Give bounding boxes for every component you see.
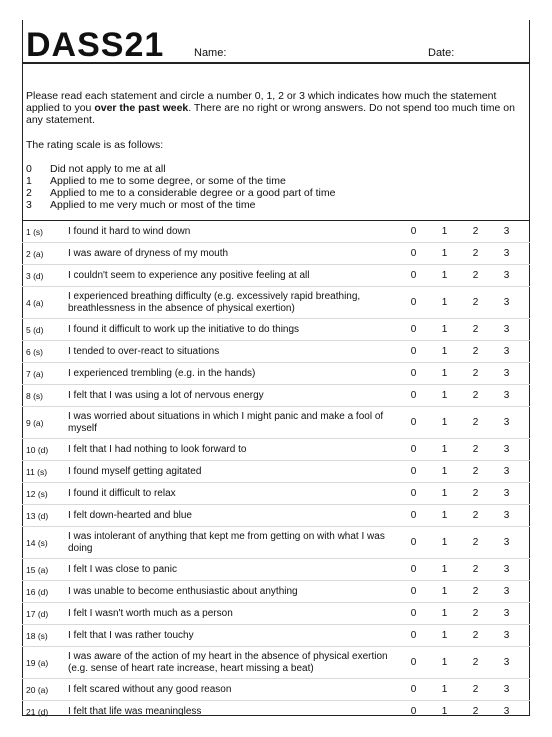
scale-number: 3 [26,199,32,211]
instructions [26,90,526,126]
rating-option-2[interactable]: 2 [472,444,479,455]
rating-option-2[interactable]: 2 [472,324,479,335]
rating-option-0[interactable]: 0 [410,390,417,401]
rating-option-3[interactable]: 3 [503,346,510,357]
rating-option-2[interactable]: 2 [472,390,479,401]
rating-option-1[interactable]: 1 [441,630,448,641]
item-code: 8 (s) [26,390,43,401]
rating-option-1[interactable]: 1 [441,608,448,619]
item-code: 6 (s) [26,346,43,357]
rating-option-0[interactable]: 0 [410,537,417,548]
rating-option-2[interactable]: 2 [472,488,479,499]
item-row [22,505,530,527]
rating-option-3[interactable]: 3 [503,390,510,401]
item-row [22,439,530,461]
item-row [22,385,530,407]
rating-option-3[interactable]: 3 [503,444,510,455]
scale-text: Applied to me very much or most of the time [50,199,256,211]
rating-option-0[interactable]: 0 [410,706,417,717]
item-code: 3 (d) [26,270,44,281]
rating-option-1[interactable]: 1 [441,684,448,695]
scale-text: Applied to me to a considerable degree or a good part of time [50,187,336,199]
rating-option-2[interactable]: 2 [472,226,479,237]
item-row [22,221,530,243]
rating-option-3[interactable]: 3 [503,608,510,619]
item-code: 7 (a) [26,368,44,379]
rating-option-3[interactable]: 3 [503,564,510,575]
rating-option-2[interactable]: 2 [472,417,479,428]
item-code: 15 (a) [26,564,49,575]
rating-option-2[interactable]: 2 [472,630,479,641]
rating-option-3[interactable]: 3 [503,226,510,237]
scale-row [26,187,335,199]
scale-text: Did not apply to me at all [50,163,166,175]
rating-option-1[interactable]: 1 [441,248,448,259]
rating-option-0[interactable]: 0 [410,270,417,281]
item-code: 10 (d) [26,444,49,455]
rating-option-2[interactable]: 2 [472,684,479,695]
item-row [22,679,530,701]
rating-option-2[interactable]: 2 [472,586,479,597]
rating-option-3[interactable]: 3 [503,586,510,597]
item-code: 13 (d) [26,510,49,521]
item-statement: I felt that life was meaningless [68,705,202,717]
item-statement: I felt I was close to panic [68,563,177,575]
item-row [22,527,530,559]
item-statement: I found it difficult to relax [68,487,176,499]
date-label: Date: [428,47,455,59]
rating-option-0[interactable]: 0 [410,346,417,357]
rating-option-1[interactable]: 1 [441,444,448,455]
rating-option-0[interactable]: 0 [410,417,417,428]
rating-option-3[interactable]: 3 [503,368,510,379]
rating-option-0[interactable]: 0 [410,564,417,575]
rating-option-1[interactable]: 1 [441,270,448,281]
rating-option-2[interactable]: 2 [472,537,479,548]
item-statement: I found myself getting agitated [68,465,202,477]
item-row [22,341,530,363]
rating-option-0[interactable]: 0 [410,466,417,477]
rating-option-3[interactable]: 3 [503,684,510,695]
rating-option-2[interactable]: 2 [472,706,479,717]
rating-option-3[interactable]: 3 [503,417,510,428]
scale-row [26,175,335,187]
rating-option-0[interactable]: 0 [410,444,417,455]
rating-option-1[interactable]: 1 [441,390,448,401]
item-row [22,603,530,625]
items-table [22,221,530,722]
item-row [22,647,530,679]
rating-option-1[interactable]: 1 [441,466,448,477]
item-statement: I felt I wasn't worth much as a person [68,607,233,619]
rating-option-1[interactable]: 1 [441,537,448,548]
item-row [22,581,530,603]
rating-option-3[interactable]: 3 [503,488,510,499]
scale-number: 0 [26,163,32,175]
item-statement: I felt that I was using a lot of nervous energy [68,389,264,401]
header-divider [22,62,530,64]
scale-number: 2 [26,187,32,199]
scale-row [26,199,335,211]
item-code: 18 (s) [26,630,48,641]
rating-option-0[interactable]: 0 [410,297,417,308]
rating-option-2[interactable]: 2 [472,297,479,308]
scale-number: 1 [26,175,32,187]
rating-option-2[interactable]: 2 [472,346,479,357]
rating-option-0[interactable]: 0 [410,630,417,641]
rating-option-3[interactable]: 3 [503,297,510,308]
item-statement: I found it hard to wind down [68,225,191,237]
rating-option-0[interactable]: 0 [410,657,417,668]
instructions-part1: Please read each statement and circle a number 0, 1, 2 or 3 which indicates how much the statement applied to you [26,90,497,114]
item-statement: I was aware of the action of my heart in the absence of physical exertion (e.g. sense of heart rate increase, heart missing a beat) [68,650,388,674]
rating-option-1[interactable]: 1 [441,706,448,717]
item-row [22,559,530,581]
item-row [22,243,530,265]
item-code: 12 (s) [26,488,48,499]
rating-option-2[interactable]: 2 [472,270,479,281]
item-statement: I felt scared without any good reason [68,683,232,695]
item-statement: I couldn't seem to experience any positive feeling at all [68,269,310,281]
item-code: 19 (a) [26,657,49,668]
form-title: DASS21 [26,26,165,64]
item-statement: I tended to over-react to situations [68,345,220,357]
rating-option-0[interactable]: 0 [410,488,417,499]
item-row [22,701,530,722]
name-label: Name: [194,47,227,59]
item-statement: I felt that I had nothing to look forward to [68,443,247,455]
rating-option-2[interactable]: 2 [472,466,479,477]
rating-option-1[interactable]: 1 [441,417,448,428]
rating-option-3[interactable]: 3 [503,270,510,281]
rating-option-2[interactable]: 2 [472,510,479,521]
rating-option-1[interactable]: 1 [441,564,448,575]
item-code: 1 (s) [26,226,43,237]
rating-option-0[interactable]: 0 [410,226,417,237]
item-code: 14 (s) [26,537,48,548]
rating-option-3[interactable]: 3 [503,248,510,259]
item-code: 17 (d) [26,608,49,619]
rating-option-2[interactable]: 2 [472,248,479,259]
rating-scale [26,163,335,211]
item-row [22,625,530,647]
rating-option-1[interactable]: 1 [441,226,448,237]
rating-option-3[interactable]: 3 [503,630,510,641]
rating-option-3[interactable]: 3 [503,510,510,521]
rating-option-1[interactable]: 1 [441,586,448,597]
rating-option-1[interactable]: 1 [441,368,448,379]
item-statement: I found it difficult to work up the initiative to do things [68,323,300,335]
rating-option-1[interactable]: 1 [441,297,448,308]
rating-option-1[interactable]: 1 [441,324,448,335]
rating-option-2[interactable]: 2 [472,608,479,619]
rating-option-1[interactable]: 1 [441,488,448,499]
rating-option-3[interactable]: 3 [503,466,510,477]
item-row [22,483,530,505]
item-row [22,287,530,319]
scale-intro: The rating scale is as follows: [26,139,164,151]
rating-option-0[interactable]: 0 [410,510,417,521]
rating-option-0[interactable]: 0 [410,368,417,379]
scale-text: Applied to me to some degree, or some of the time [50,175,286,187]
rating-option-1[interactable]: 1 [441,657,448,668]
item-statement: I experienced breathing difficulty (e.g. excessively rapid breathing, breathlessness in the absence of physical exertion) [68,290,361,314]
item-row [22,407,530,439]
item-statement: I was aware of dryness of my mouth [68,247,229,259]
item-statement: I felt that I was rather touchy [68,629,194,641]
rating-option-0[interactable]: 0 [410,684,417,695]
rating-option-0[interactable]: 0 [410,608,417,619]
rating-option-3[interactable]: 3 [503,537,510,548]
item-statement: I felt down-hearted and blue [68,509,192,521]
item-row [22,319,530,341]
instructions-emphasis: over the past week [94,102,189,114]
rating-option-3[interactable]: 3 [503,706,510,717]
rating-option-0[interactable]: 0 [410,324,417,335]
rating-option-1[interactable]: 1 [441,510,448,521]
rating-option-2[interactable]: 2 [472,657,479,668]
rating-option-0[interactable]: 0 [410,248,417,259]
item-statement: I was unable to become enthusiastic about anything [68,585,298,597]
item-code: 9 (a) [26,417,44,428]
rating-option-3[interactable]: 3 [503,657,510,668]
item-row [22,265,530,287]
item-statement: I experienced trembling (e.g. in the hands) [68,367,256,379]
instructions-part2: . There are no right or wrong answers. Do not spend too much time on any statement. [26,102,515,126]
item-code: 11 (s) [26,466,48,477]
item-statement: I was intolerant of anything that kept me from getting on with what I was doing [68,530,385,554]
item-code: 5 (d) [26,324,44,335]
rating-option-2[interactable]: 2 [472,368,479,379]
rating-option-1[interactable]: 1 [441,346,448,357]
item-code: 21 (d) [26,706,49,717]
scale-row [26,163,335,175]
item-statement: I was worried about situations in which I might panic and make a fool of myself [68,410,384,434]
item-row [22,461,530,483]
rating-option-3[interactable]: 3 [503,324,510,335]
item-row [22,363,530,385]
rating-option-0[interactable]: 0 [410,586,417,597]
item-code: 20 (a) [26,684,49,695]
item-code: 16 (d) [26,586,49,597]
rating-option-2[interactable]: 2 [472,564,479,575]
item-code: 2 (a) [26,248,44,259]
item-code: 4 (a) [26,297,44,308]
